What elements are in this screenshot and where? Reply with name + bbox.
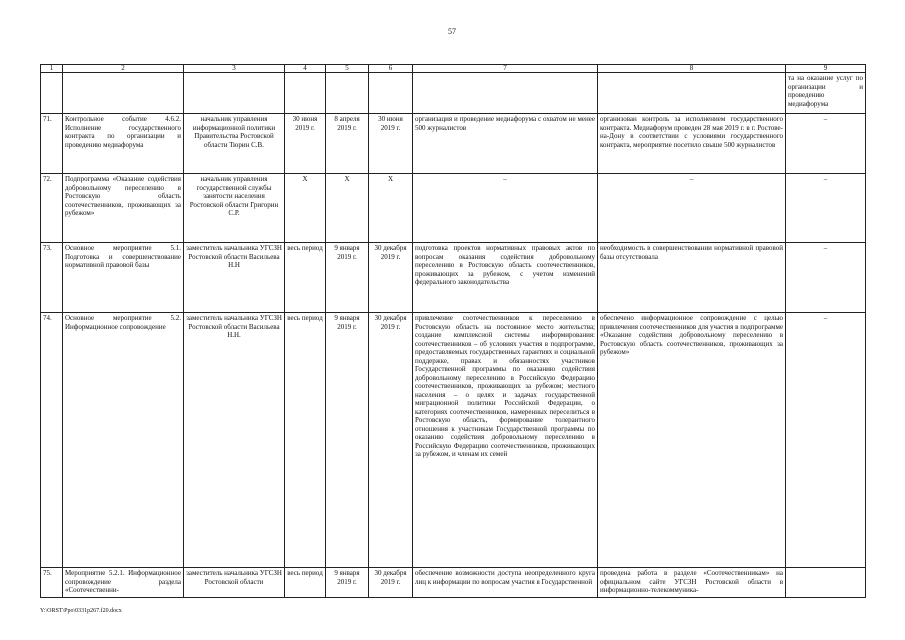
actual-result: обеспечено информационное сопровождение с целью привлечения соотечественников для участия в подпрограмме «Оказание содействия добровольному переселению в Ростовскую область соотечественников, проживающих за рубежом» xyxy=(598,313,786,568)
note: – xyxy=(786,313,866,568)
column-number: 8 xyxy=(598,65,786,73)
actual-result: необходимость в совершенствовании нормативной правовой базы отсутствовала xyxy=(598,243,786,313)
table-row xyxy=(41,568,866,598)
table-row xyxy=(41,243,866,313)
continuation-cell: та на оказание услуг по организации и проведению медиафорума xyxy=(786,73,866,114)
table-row xyxy=(41,313,866,568)
actual-result: – xyxy=(598,174,786,243)
column-number: 3 xyxy=(184,65,285,73)
event-name: Основное мероприятие 5.1. Подготовка и совершенствование нормативной правовой базы xyxy=(63,243,184,313)
plan-date: 30 июня 2019 г. xyxy=(285,114,326,174)
table-row xyxy=(41,174,866,243)
plan-date: весь период xyxy=(285,568,326,598)
table-row xyxy=(41,114,866,174)
actual-result: организован контроль за исполнением государственного контракта. Медиафорум проведен 28 мая 2019 г. в г. Ростове-на-Дону в соответствии с условиями государственного контракта, мероприятие посетило свыше 500 журналистов xyxy=(598,114,786,174)
plan-date: весь период xyxy=(285,243,326,313)
note: – xyxy=(786,114,866,174)
end-date: 30 декабря 2019 г. xyxy=(369,568,413,598)
row-number: 74. xyxy=(41,313,63,568)
start-date: Х xyxy=(326,174,369,243)
column-number: 1 xyxy=(41,65,63,73)
row-number: 72. xyxy=(41,174,63,243)
executor: заместитель начальника УГСЗН Ростовской области xyxy=(184,568,285,598)
note: – xyxy=(786,174,866,243)
start-date: 9 января 2019 г. xyxy=(326,313,369,568)
event-name: Мероприятие 5.2.1. Информационное сопровождение раздела «Соотечественни- xyxy=(63,568,184,598)
end-date: 30 декабря 2019 г. xyxy=(369,243,413,313)
note: – xyxy=(786,243,866,313)
row-number: 73. xyxy=(41,243,63,313)
event-name: Основное мероприятие 5.2. Информационное сопровождение xyxy=(63,313,184,568)
start-date: 8 апреля 2019 г. xyxy=(326,114,369,174)
row-number: 75. xyxy=(41,568,63,598)
expected-result: привлечение соотечественников к переселению в Ростовскую область на постоянное место жительства; создание комплексной системы информирования: соотечественников – об условиях участия в подпрограмме, предоставляемых государственных гарантиях и социальной поддержке, правах и обязанностях участников Государственной программы по оказанию содействия добровольному переселению в Российскую Федерацию соотечественников, проживающих за рубежом; местного населения – о целях и задачах государственной миграционной политики Российской Федерации, о категориях соотечественников, намеренных переселиться в Ростовскую область, формирование толерантного отношения к участникам Государственной программы по оказанию содействия добровольному переселению в Российскую Федерацию соотечественников, проживающих за рубежом, и членам их семей xyxy=(413,313,598,568)
end-date: 30 июня 2019 г. xyxy=(369,114,413,174)
event-name: Контрольное событие 4.6.2. Исполнение государственного контракта по организации и проведению медиафорума xyxy=(63,114,184,174)
executor: начальник управления информационной политики Правительства Ростовской области Тюрин С.В. xyxy=(184,114,285,174)
file-path: Y:\ORST\Ppo\0331p267.f20.docx xyxy=(40,608,122,614)
continuation-row xyxy=(41,73,866,114)
page-number: 57 xyxy=(448,27,456,36)
expected-result: подготовка проектов нормативных правовых актов по вопросам оказания содействия добровольному переселению в Ростовскую область соотечественников, проживающих за рубежом, с учетом изменений федерального законодательства xyxy=(413,243,598,313)
report-table xyxy=(40,64,866,598)
end-date: Х xyxy=(369,174,413,243)
start-date: 9 января 2019 г. xyxy=(326,243,369,313)
column-number: 5 xyxy=(326,65,369,73)
column-number: 2 xyxy=(63,65,184,73)
column-number: 4 xyxy=(285,65,326,73)
plan-date: весь период xyxy=(285,313,326,568)
start-date: 9 января 2019 г. xyxy=(326,568,369,598)
end-date: 30 декабря 2019 г. xyxy=(369,313,413,568)
event-name: Подпрограмма «Оказание содействия добровольному переселению в Ростовскую область соотечественников, проживающих за рубежом» xyxy=(63,174,184,243)
expected-result: – xyxy=(413,174,598,243)
column-number: 6 xyxy=(369,65,413,73)
plan-date: Х xyxy=(285,174,326,243)
row-number: 71. xyxy=(41,114,63,174)
column-number: 9 xyxy=(786,65,866,73)
expected-result: обеспечение возможности доступа неопределенного круга лиц к информации по вопросам участия в Государственной xyxy=(413,568,598,598)
note xyxy=(786,568,866,598)
executor: начальник управления государственной службы занятости населения Ростовской области Григорин С.Р. xyxy=(184,174,285,243)
column-number: 7 xyxy=(413,65,598,73)
actual-result: проведена работа в разделе «Соотечественникам» на официальном сайте УГСЗН Ростовской области в информационно-телекоммуника- xyxy=(598,568,786,598)
column-number-row xyxy=(41,65,866,73)
expected-result: организация и проведение медиафорума с охватом не менее 500 журналистов xyxy=(413,114,598,174)
executor: заместитель начальника УГСЗН Ростовской области Васильева Н.Н. xyxy=(184,313,285,568)
executor: заместитель начальника УГСЗН Ростовской области Васильева Н.Н xyxy=(184,243,285,313)
